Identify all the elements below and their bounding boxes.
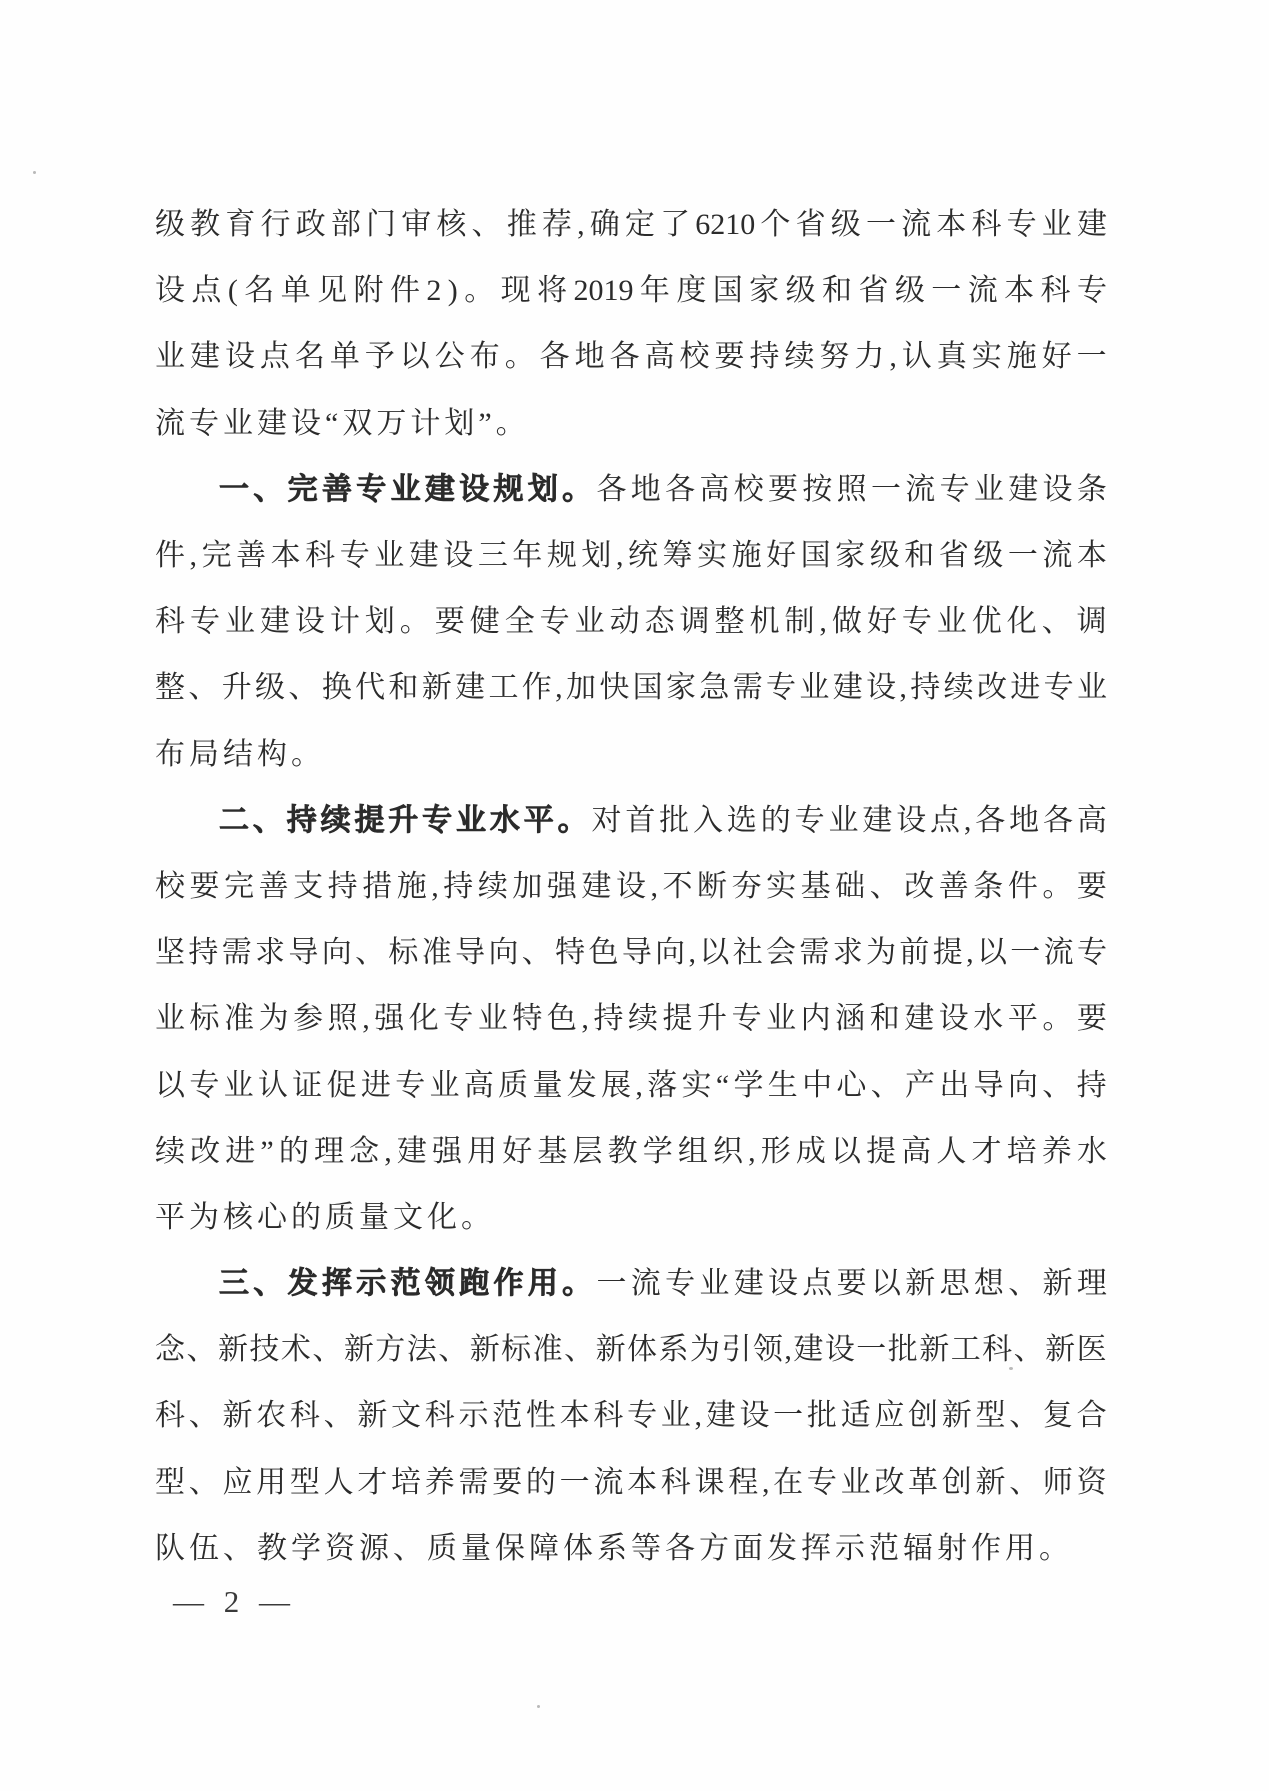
text-line: 级 教 育 行 政 部 门 审 核 、 推 荐 , 确 定 了 6210 个 省 级 一 流 本 科 专 业 建 — [155, 208, 1107, 242]
line-text: 平为核心的质量文化。 — [155, 1200, 495, 1234]
text-line: 科 、 新 农 科 、 新 文 科 示 范 性 本 科 专 业 , 建 设 一 批 适 应 创 新 型 、 复 合 — [155, 1399, 1107, 1433]
text-line: 三 、 发 挥 示 范 领 跑 作 用 。 一 流 专 业 建 设 点 要 以 新 思 想 、 新 理 — [219, 1267, 1107, 1301]
line-text: 布局结构。 — [155, 737, 325, 771]
text-line: 校 要 完 善 支 持 措 施 , 持 续 加 强 建 设 , 不 断 夯 实 基 础 、 改 善 条 件 。 要 — [155, 869, 1107, 903]
text-line: 业 建 设 点 名 单 予 以 公 布 。 各 地 各 高 校 要 持 续 努 力 , 认 真 实 施 好 一 — [155, 340, 1107, 374]
text-line — [155, 391, 1107, 457]
scan-speck — [537, 1705, 540, 1708]
text-line: 件 , 完 善 本 科 专 业 建 设 三 年 规 划 , 统 筹 实 施 好 国 家 级 和 省 级 一 流 本 — [155, 539, 1107, 573]
text-line: 科 专 业 建 设 计 划 。 要 健 全 专 业 动 态 调 整 机 制 , 做 好 专 业 优 化 、 调 — [155, 605, 1107, 639]
text-line: 坚 持 需 求 导 向 、 标 准 导 向 、 特 色 导 向 , 以 社 会 需 求 为 前 提 , 以 一 流 专 — [155, 936, 1107, 970]
text-line — [155, 1516, 1107, 1582]
scan-speck — [33, 171, 36, 174]
body-text — [155, 192, 1107, 1582]
text-line: 一 、 完 善 专 业 建 设 规 划 。 各 地 各 高 校 要 按 照 一 流 专 业 建 设 条 — [219, 472, 1107, 506]
text-line: 二 、 持 续 提 升 专 业 水 平 。 对 首 批 入 选 的 专 业 建 设 点 , 各 地 各 高 — [219, 803, 1107, 837]
line-text: 队伍、教学资源、质量保障体系等各方面发挥示范辐射作用。 — [155, 1531, 1073, 1565]
text-line: 念 、 新 技 术 、 新 方 法 、 新 标 准 、 新 体 系 为 引 领 , 建 设 一 批 新 工 科 、 新 医 — [155, 1333, 1107, 1367]
text-line: 设 点 ( 名 单 见 附 件 2 ) 。 现 将 2019 年 度 国 家 级 和 省 级 一 流 本 科 专 — [155, 274, 1107, 308]
text-line — [155, 722, 1107, 788]
text-line: 业 标 准 为 参 照 , 强 化 专 业 特 色 , 持 续 提 升 专 业 内 涵 和 建 设 水 平 。 要 — [155, 1002, 1107, 1036]
text-line: 整 、 升 级 、 换 代 和 新 建 工 作 , 加 快 国 家 急 需 专 业 建 设 , 持 续 改 进 专 业 — [155, 671, 1107, 705]
text-line — [155, 1185, 1107, 1251]
page-number: — 2 — — [173, 1584, 296, 1619]
text-line: 型 、 应 用 型 人 才 培 养 需 要 的 一 流 本 科 课 程 , 在 专 业 改 革 创 新 、 师 资 — [155, 1465, 1107, 1499]
line-text: 流专业建设“双万计划”。 — [155, 406, 530, 440]
text-line: 以 专 业 认 证 促 进 专 业 高 质 量 发 展 , 落 实 “ 学 生 中 心 、 产 出 导 向 、 持 — [155, 1068, 1107, 1102]
text-line: 续 改 进 ” 的 理 念 , 建 强 用 好 基 层 教 学 组 织 , 形 成 以 提 高 人 才 培 养 水 — [155, 1134, 1107, 1168]
